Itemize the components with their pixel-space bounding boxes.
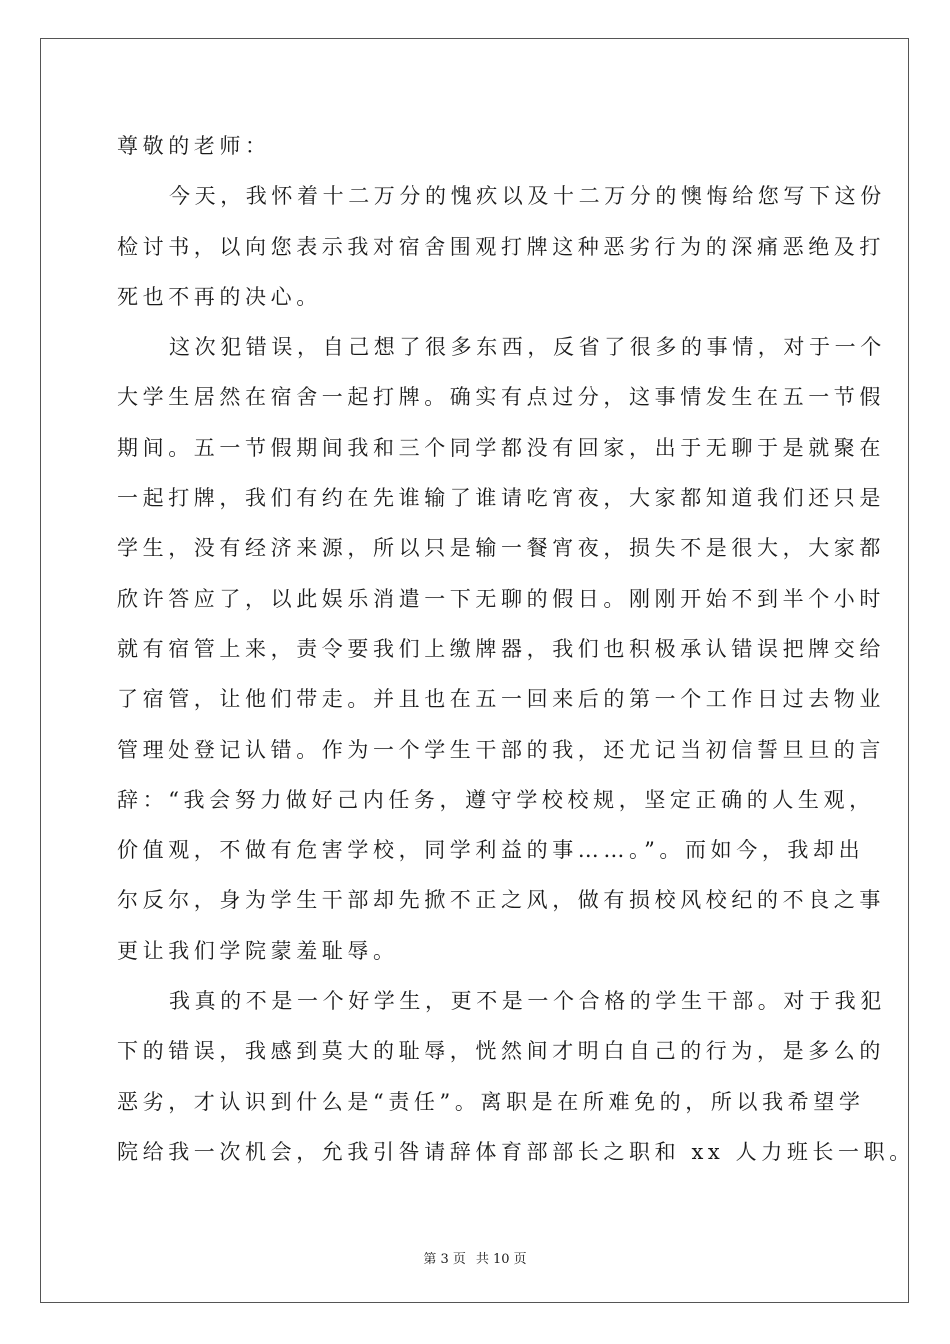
page-total: 共 10 页 [475, 1252, 527, 1267]
text-line: 检讨书，以向您表示我对宿舍围观打牌这种恶劣行为的深痛恶绝及打 [117, 234, 885, 259]
document-body [117, 128, 915, 1184]
text-line: 学生，没有经济来源，所以只是输一餐宵夜，损失不是很大，大家都 [117, 536, 885, 561]
text-line: 今天，我怀着十二万分的愧疚以及十二万分的懊悔给您写下这份 [169, 184, 886, 209]
page-number: 第 3 页 [423, 1252, 466, 1267]
text-line: 辞：“我会努力做好己内任务，遵守学校校规，坚定正确的人生观， [117, 787, 875, 812]
text-line: 院给我一次机会，允我引咎请辞体育部部长之职和 xx 人力班长一职。 [117, 1139, 915, 1164]
text-line: 一起打牌，我们有约在先谁输了谁请吃宵夜，大家都知道我们还只是 [117, 486, 885, 511]
text-line: 价值观，不做有危害学校，同学利益的事……。”。而如今，我却出 [117, 838, 865, 863]
text-line: 管理处登记认错。作为一个学生干部的我，还尤记当初信誓旦旦的言 [117, 737, 885, 762]
text-line: 下的错误，我感到莫大的耻辱，恍然间才明白自己的行为，是多么的 [117, 1039, 885, 1064]
text-line: 我真的不是一个好学生，更不是一个合格的学生干部。对于我犯 [169, 989, 886, 1014]
text-line: 尔反尔，身为学生干部却先掀不正之风，做有损校风校纪的不良之事 [117, 888, 885, 913]
text-line: 尊敬的老师： [117, 134, 271, 158]
text-line: 死也不再的决心。 [117, 284, 322, 309]
text-line: 了宿管，让他们带走。并且也在五一回来后的第一个工作日过去物业 [117, 687, 885, 712]
text-line: 恶劣，才认识到什么是“责任”。离职是在所难免的，所以我希望学 [117, 1089, 865, 1114]
text-line: 欣许答应了，以此娱乐消遣一下无聊的假日。刚刚开始不到半个小时 [117, 586, 885, 611]
text-line: 更让我们学院蒙羞耻辱。 [117, 938, 399, 963]
text-line: 大学生居然在宿舍一起打牌。确实有点过分，这事情发生在五一节假 [117, 385, 885, 410]
text-line: 就有宿管上来，责令要我们上缴牌器，我们也积极承认错误把牌交给 [117, 636, 885, 661]
text-line: 这次犯错误，自己想了很多东西，反省了很多的事情，对于一个 [169, 335, 886, 360]
text-line: 期间。五一节假期间我和三个同学都没有回家，出于无聊于是就聚在 [117, 435, 885, 460]
page-footer [0, 1248, 950, 1267]
